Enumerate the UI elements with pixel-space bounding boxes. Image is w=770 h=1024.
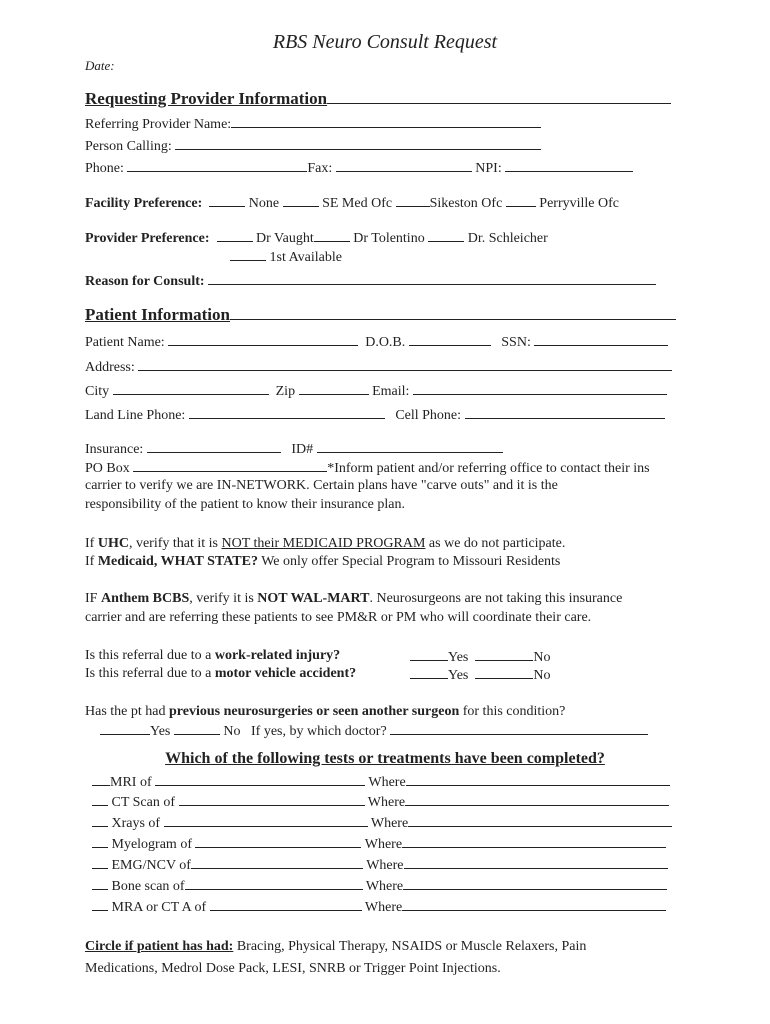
insurance-row <box>85 439 503 459</box>
facility-row <box>85 193 619 213</box>
zip-label: Zip <box>275 384 296 399</box>
anthem-not-walmart: NOT WAL-MART <box>257 591 370 606</box>
test-label: Bone scan of <box>111 879 185 894</box>
provider-row-2 <box>230 247 342 267</box>
patient-name-label: Patient Name: <box>85 335 165 350</box>
test-check-blank[interactable] <box>92 834 108 848</box>
provider-schleicher-blank[interactable] <box>428 228 464 242</box>
previous-answer-row <box>100 721 648 741</box>
zip-field[interactable] <box>299 381 369 395</box>
medicaid-if: If <box>85 554 95 569</box>
where-field[interactable] <box>404 855 668 869</box>
provider-row <box>85 228 548 248</box>
uhc-row <box>85 535 565 553</box>
person-calling-row <box>85 136 541 156</box>
test-row-mra <box>92 897 666 917</box>
anthem-if: IF <box>85 591 98 606</box>
address-field[interactable] <box>138 357 672 371</box>
ssn-field[interactable] <box>534 332 668 346</box>
test-field[interactable] <box>210 897 362 911</box>
work-injury-row <box>85 647 340 665</box>
phone-row <box>85 158 633 178</box>
cell-label: Cell Phone: <box>395 408 462 423</box>
fax-label: Fax: <box>307 161 333 176</box>
provider-first-available-blank[interactable] <box>230 247 266 261</box>
test-row-myelogram <box>92 834 666 854</box>
mva-row <box>85 665 356 683</box>
phone-field[interactable] <box>127 158 307 172</box>
test-check-blank[interactable] <box>92 792 108 806</box>
previous-no: No <box>223 724 241 739</box>
previous-no-blank[interactable] <box>174 721 220 735</box>
patient-heading-rule <box>230 306 676 320</box>
po-box-label: PO Box <box>85 461 130 476</box>
mva-no-blank[interactable] <box>475 665 533 679</box>
requesting-provider-heading-row <box>85 90 671 110</box>
work-injury-pre: Is this referral due to a <box>85 648 212 663</box>
test-label: MRA or CT A of <box>111 900 207 915</box>
mva-no: No <box>533 668 551 683</box>
test-label: EMG/NCV of <box>111 858 191 873</box>
ssn-label: SSN: <box>501 335 531 350</box>
work-injury-answers <box>410 647 551 667</box>
test-check-blank[interactable] <box>92 897 108 911</box>
provider-vaught-blank[interactable] <box>217 228 253 242</box>
test-field[interactable] <box>164 813 368 827</box>
where-field[interactable] <box>406 772 670 786</box>
mva-bold: motor vehicle accident? <box>214 666 357 681</box>
previous-post: for this condition? <box>462 704 566 719</box>
anthem-rest-1: . Neurosurgeons are not taking this insurance <box>369 591 623 606</box>
facility-none-blank[interactable] <box>209 193 245 207</box>
reason-field[interactable] <box>208 271 656 285</box>
anthem-verify: , verify it is <box>189 591 254 606</box>
anthem-name: Anthem BCBS <box>100 591 190 606</box>
provider-option-schleicher: Dr. Schleicher <box>467 231 548 246</box>
patient-name-field[interactable] <box>168 332 358 346</box>
previous-row <box>85 703 565 721</box>
where-field[interactable] <box>402 897 666 911</box>
city-label: City <box>85 384 110 399</box>
work-injury-no: No <box>533 650 551 665</box>
phone-label: Phone: <box>85 161 124 176</box>
dob-label: D.O.B. <box>365 335 406 350</box>
uhc-rest: as we do not participate. <box>428 536 566 551</box>
facility-option-perryville: Perryville Ofc <box>539 196 619 211</box>
id-field[interactable] <box>317 439 503 453</box>
provider-option-tolentino: Dr Tolentino <box>353 231 425 246</box>
circle-text-1: Bracing, Physical Therapy, NSAIDS or Muscle Relaxers, Pain <box>236 939 587 954</box>
test-label: Xrays of <box>111 816 161 831</box>
work-injury-yes: Yes <box>448 650 469 665</box>
uhc-if: If <box>85 536 95 551</box>
where-label: Where <box>364 837 403 852</box>
medicaid-row <box>85 553 560 571</box>
provider-tolentino-blank[interactable] <box>314 228 350 242</box>
email-label: Email: <box>372 384 410 399</box>
where-label: Where <box>367 795 406 810</box>
test-label: MRI of <box>110 775 152 790</box>
referring-provider-label: Referring Provider Name: <box>85 117 232 132</box>
test-label: Myelogram of <box>111 837 192 852</box>
inform-note-row-2: carrier to verify we are IN-NETWORK. Certain plans have "carve outs" and it is the <box>85 478 558 493</box>
heading-rule <box>327 90 671 104</box>
address-row <box>85 357 672 377</box>
patient-heading: Patient Information <box>85 305 230 324</box>
inform-note-1: *Inform patient and/or referring office to contact their ins <box>327 461 650 476</box>
npi-field[interactable] <box>505 158 633 172</box>
facility-option-none: None <box>248 196 280 211</box>
where-label: Where <box>364 900 403 915</box>
circle-label: Circle if patient has had: <box>85 939 234 954</box>
test-check-blank[interactable] <box>92 855 108 869</box>
medicaid-rest: We only offer Special Program to Missouri Residents <box>261 554 561 569</box>
person-calling-field[interactable] <box>175 136 541 150</box>
test-label: CT Scan of <box>111 795 176 810</box>
reason-row <box>85 271 656 291</box>
test-row-ct <box>92 792 669 812</box>
po-box-row <box>85 458 650 478</box>
test-row-bone-scan <box>92 876 667 896</box>
circle-row-1 <box>85 938 586 956</box>
test-field[interactable] <box>191 855 363 869</box>
test-check-blank[interactable] <box>92 876 108 890</box>
facility-option-se: SE Med Ofc <box>322 196 393 211</box>
patient-name-row <box>85 332 668 352</box>
facility-se-blank[interactable] <box>283 193 319 207</box>
work-injury-bold: work-related injury? <box>214 648 341 663</box>
reason-label: Reason for Consult: <box>85 274 205 289</box>
email-field[interactable] <box>413 381 667 395</box>
previous-pre: Has the pt had <box>85 704 166 719</box>
insurance-field[interactable] <box>147 439 281 453</box>
where-label: Where <box>368 775 406 790</box>
uhc-not-medicaid: NOT their MEDICAID PROGRAM <box>221 536 426 551</box>
test-row-xrays <box>92 813 672 833</box>
cell-field[interactable] <box>465 405 665 419</box>
provider-option-first-available: 1st Available <box>269 250 342 265</box>
test-check-blank[interactable] <box>92 772 110 786</box>
mva-pre: Is this referral due to a <box>85 666 212 681</box>
facility-sikeston-blank[interactable] <box>396 193 430 207</box>
insurance-label: Insurance: <box>85 442 144 457</box>
mva-yes-blank[interactable] <box>410 665 448 679</box>
mva-yes: Yes <box>448 668 469 683</box>
mva-answers <box>410 665 551 685</box>
uhc-name: UHC <box>97 536 129 551</box>
uhc-verify: , verify that it is <box>128 536 218 551</box>
city-field[interactable] <box>113 381 269 395</box>
previous-yes-blank[interactable] <box>100 721 150 735</box>
where-label: Where <box>370 816 409 831</box>
circle-row-2: Medications, Medrol Dose Pack, LESI, SNRB or Trigger Point Injections. <box>85 961 501 976</box>
test-check-blank[interactable] <box>92 813 108 827</box>
test-field[interactable] <box>185 876 363 890</box>
test-field[interactable] <box>179 792 365 806</box>
patient-heading-row <box>85 306 676 326</box>
tests-heading: Which of the following tests or treatments have been completed? <box>165 750 605 767</box>
npi-label: NPI: <box>475 161 502 176</box>
phones-row <box>85 405 665 425</box>
anthem-row-2: carrier and are referring these patients to see PM&R or PM who will coordinate their care. <box>85 610 592 625</box>
referring-provider-row <box>85 114 541 134</box>
where-label: Where <box>365 879 404 894</box>
landline-label: Land Line Phone: <box>85 408 186 423</box>
id-label: ID# <box>291 442 314 457</box>
test-row-emg <box>92 855 668 875</box>
facility-option-sikeston: Sikeston Ofc <box>429 196 503 211</box>
medicaid-state: Medicaid, WHAT STATE? <box>97 554 258 569</box>
facility-perryville-blank[interactable] <box>506 193 536 207</box>
landline-field[interactable] <box>189 405 385 419</box>
form-title: RBS Neuro Consult Request <box>272 31 498 53</box>
previous-which: If yes, by which doctor? <box>251 724 387 739</box>
where-field[interactable] <box>402 834 666 848</box>
inform-note-row-3: responsibility of the patient to know their insurance plan. <box>85 497 405 512</box>
provider-option-vaught: Dr Vaught <box>256 231 314 246</box>
city-row <box>85 381 667 401</box>
address-label: Address: <box>85 360 135 375</box>
where-field[interactable] <box>403 876 667 890</box>
work-injury-yes-blank[interactable] <box>410 647 448 661</box>
test-row-mri <box>92 772 670 792</box>
where-label: Where <box>366 858 404 873</box>
requesting-provider-heading: Requesting Provider Information <box>85 89 328 108</box>
anthem-row-1 <box>85 590 622 608</box>
referring-provider-field[interactable] <box>231 114 541 128</box>
person-calling-label: Person Calling: <box>85 139 172 154</box>
previous-yes: Yes <box>150 724 171 739</box>
where-field[interactable] <box>408 813 672 827</box>
previous-doctor-field[interactable] <box>390 721 648 735</box>
facility-label: Facility Preference: <box>85 196 203 211</box>
provider-label: Provider Preference: <box>85 231 210 246</box>
date-label: Date: <box>85 58 115 73</box>
fax-field[interactable] <box>336 158 472 172</box>
po-box-field[interactable] <box>133 458 327 472</box>
test-field[interactable] <box>195 834 361 848</box>
test-field[interactable] <box>155 772 365 786</box>
work-injury-no-blank[interactable] <box>475 647 533 661</box>
dob-field[interactable] <box>409 332 491 346</box>
where-field[interactable] <box>405 792 669 806</box>
previous-bold: previous neurosurgeries or seen another surgeon <box>168 704 460 719</box>
